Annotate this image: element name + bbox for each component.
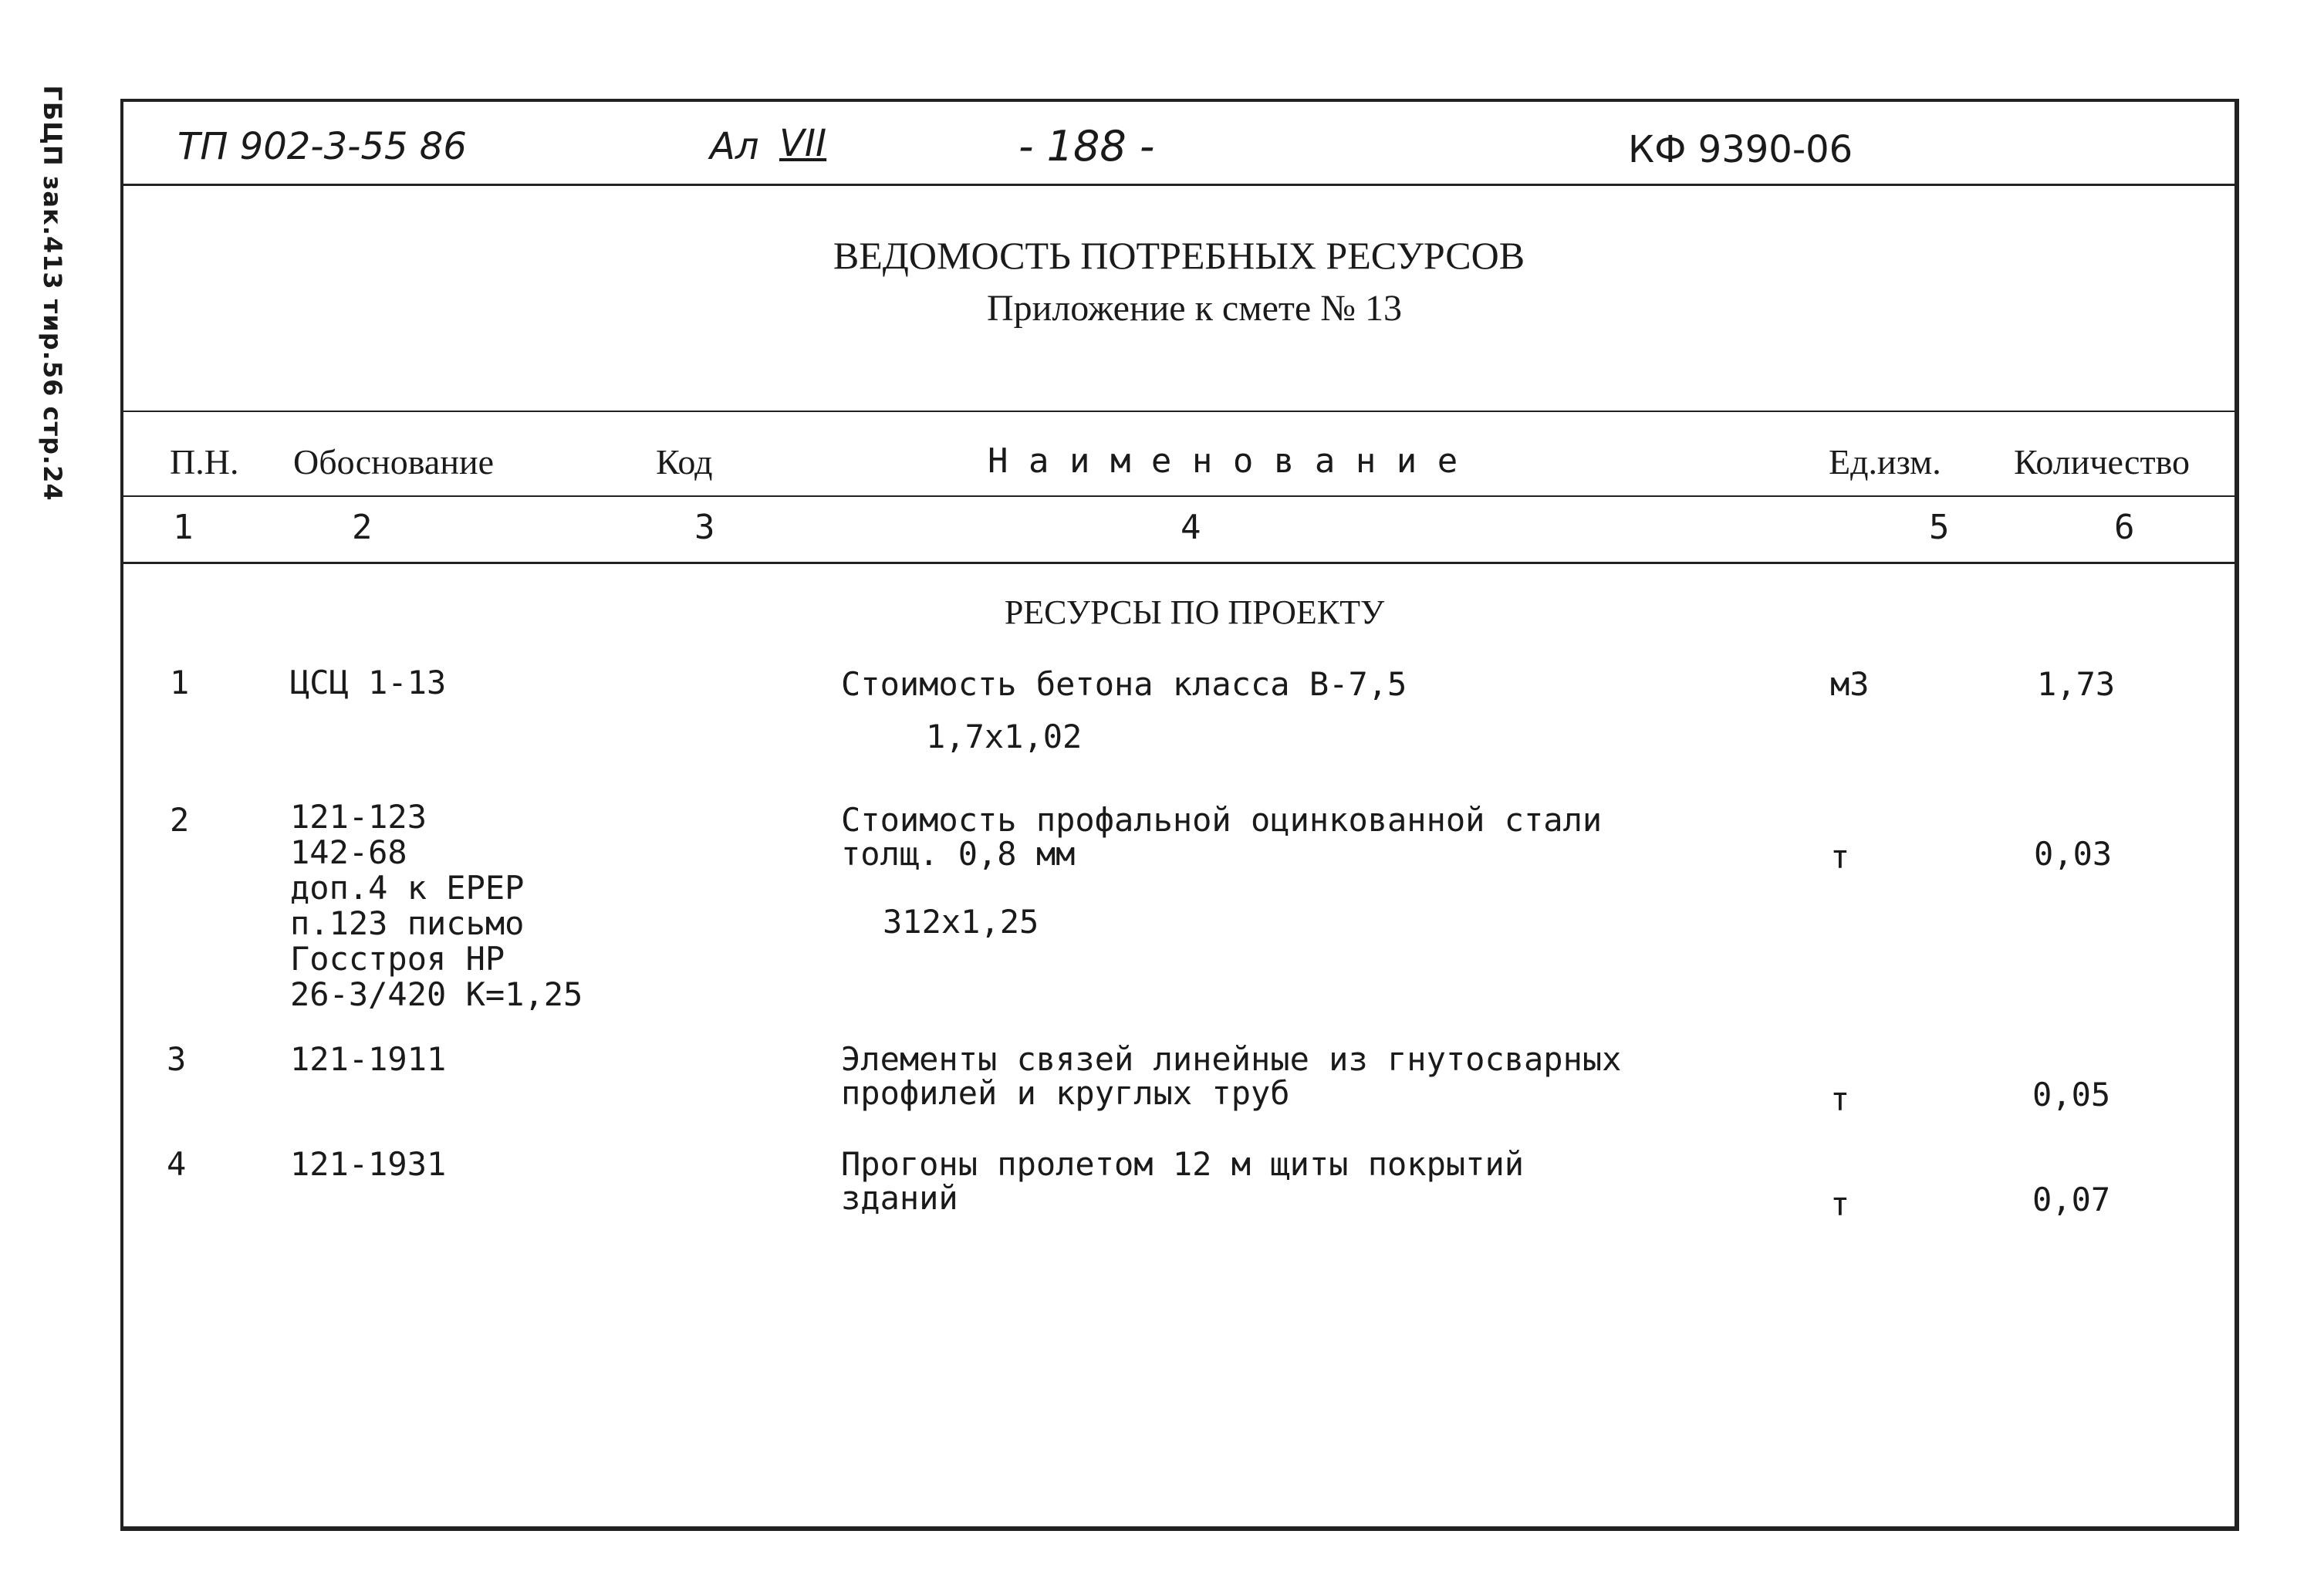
page-number: - 188 - [1018, 122, 1155, 171]
colnum-2: 2 [352, 508, 373, 547]
section-title: РЕСУРСЫ ПО ПРОЕКТУ [1004, 593, 1385, 631]
row3-name-line1: Элементы связей линейные из гнутосварных [841, 1040, 1622, 1078]
row2-name-line1: Стоимость профальной оцинкованной стали [841, 801, 1603, 839]
colnum-6: 6 [2114, 508, 2135, 547]
row1-name-line1: Стоимость бетона класса В-7,5 [841, 665, 1407, 703]
header-unit: Ед.изм. [1829, 442, 1941, 482]
album-number: VII [779, 122, 827, 165]
row4-name-line2: зданий [841, 1179, 958, 1217]
header-code: Код [656, 442, 713, 482]
row1-basis-line1: ЦСЦ 1-13 [290, 664, 447, 701]
doc-code: КФ 9390-06 [1628, 128, 1853, 171]
row1-unit: м3 [1830, 665, 1870, 703]
row2-qty: 0,03 [2034, 835, 2113, 873]
row2-basis-line1: 121-123 [290, 798, 427, 836]
row3-pn: 3 [167, 1040, 187, 1078]
row4-pn: 4 [167, 1145, 187, 1183]
row4-unit: т [1830, 1185, 1850, 1223]
colnum-4: 4 [1181, 508, 1201, 547]
side-stamp-text: ГБЦП зак.413 тир.56 стр.24 [38, 85, 67, 502]
row3-basis-line1: 121-1911 [290, 1040, 447, 1078]
header-pn: П.Н. [170, 442, 239, 482]
row1-qty: 1,73 [2037, 665, 2116, 703]
row2-basis-line4: п.123 письмо [290, 904, 525, 942]
row4-name-line1: Прогоны пролетом 12 м щиты покрытий [841, 1145, 1525, 1183]
side-stamp [34, 85, 71, 502]
row3-unit: т [1830, 1080, 1850, 1118]
document-frame [120, 99, 2239, 1531]
colnum-1: 1 [173, 508, 194, 547]
row1-formula: 1,7х1,02 [926, 718, 1083, 755]
row2-pn: 2 [170, 801, 190, 839]
row3-name-line2: профилей и круглых труб [841, 1074, 1290, 1112]
row2-basis-line3: доп.4 к ЕРЕР [290, 869, 525, 907]
project-code: ТП 902-3-55 86 [177, 125, 467, 168]
header-row-divider [123, 495, 2234, 497]
title-divider [123, 411, 2234, 412]
row2-basis-line5: Госстроя НР [290, 940, 505, 978]
colnum-3: 3 [694, 508, 715, 547]
row2-formula: 312х1,25 [883, 903, 1039, 941]
colnum-5: 5 [1929, 508, 1950, 547]
row4-basis-line1: 121-1931 [290, 1145, 447, 1183]
header-name: Н а и м е н о в а н и е [988, 441, 1458, 481]
header-qty: Количество [2014, 442, 2190, 482]
album-label: Ал [710, 125, 759, 168]
row2-name-line2: толщ. 0,8 мм [841, 835, 1076, 873]
document-subtitle: Приложение к смете № 13 [986, 288, 1402, 329]
header-basis: Обоснование [293, 442, 494, 482]
row2-basis-line2: 142-68 [290, 833, 407, 871]
document-title: ВЕДОМОСТЬ ПОТРЕБНЫХ РЕСУРСОВ [833, 234, 1525, 277]
numbers-row-divider [123, 562, 2234, 564]
row3-qty: 0,05 [2032, 1076, 2111, 1113]
row2-unit: т [1830, 838, 1850, 876]
row2-basis-line6: 26-3/420 К=1,25 [290, 975, 583, 1013]
header-divider [123, 184, 2234, 186]
row1-pn: 1 [170, 664, 190, 701]
row4-qty: 0,07 [2032, 1181, 2111, 1218]
